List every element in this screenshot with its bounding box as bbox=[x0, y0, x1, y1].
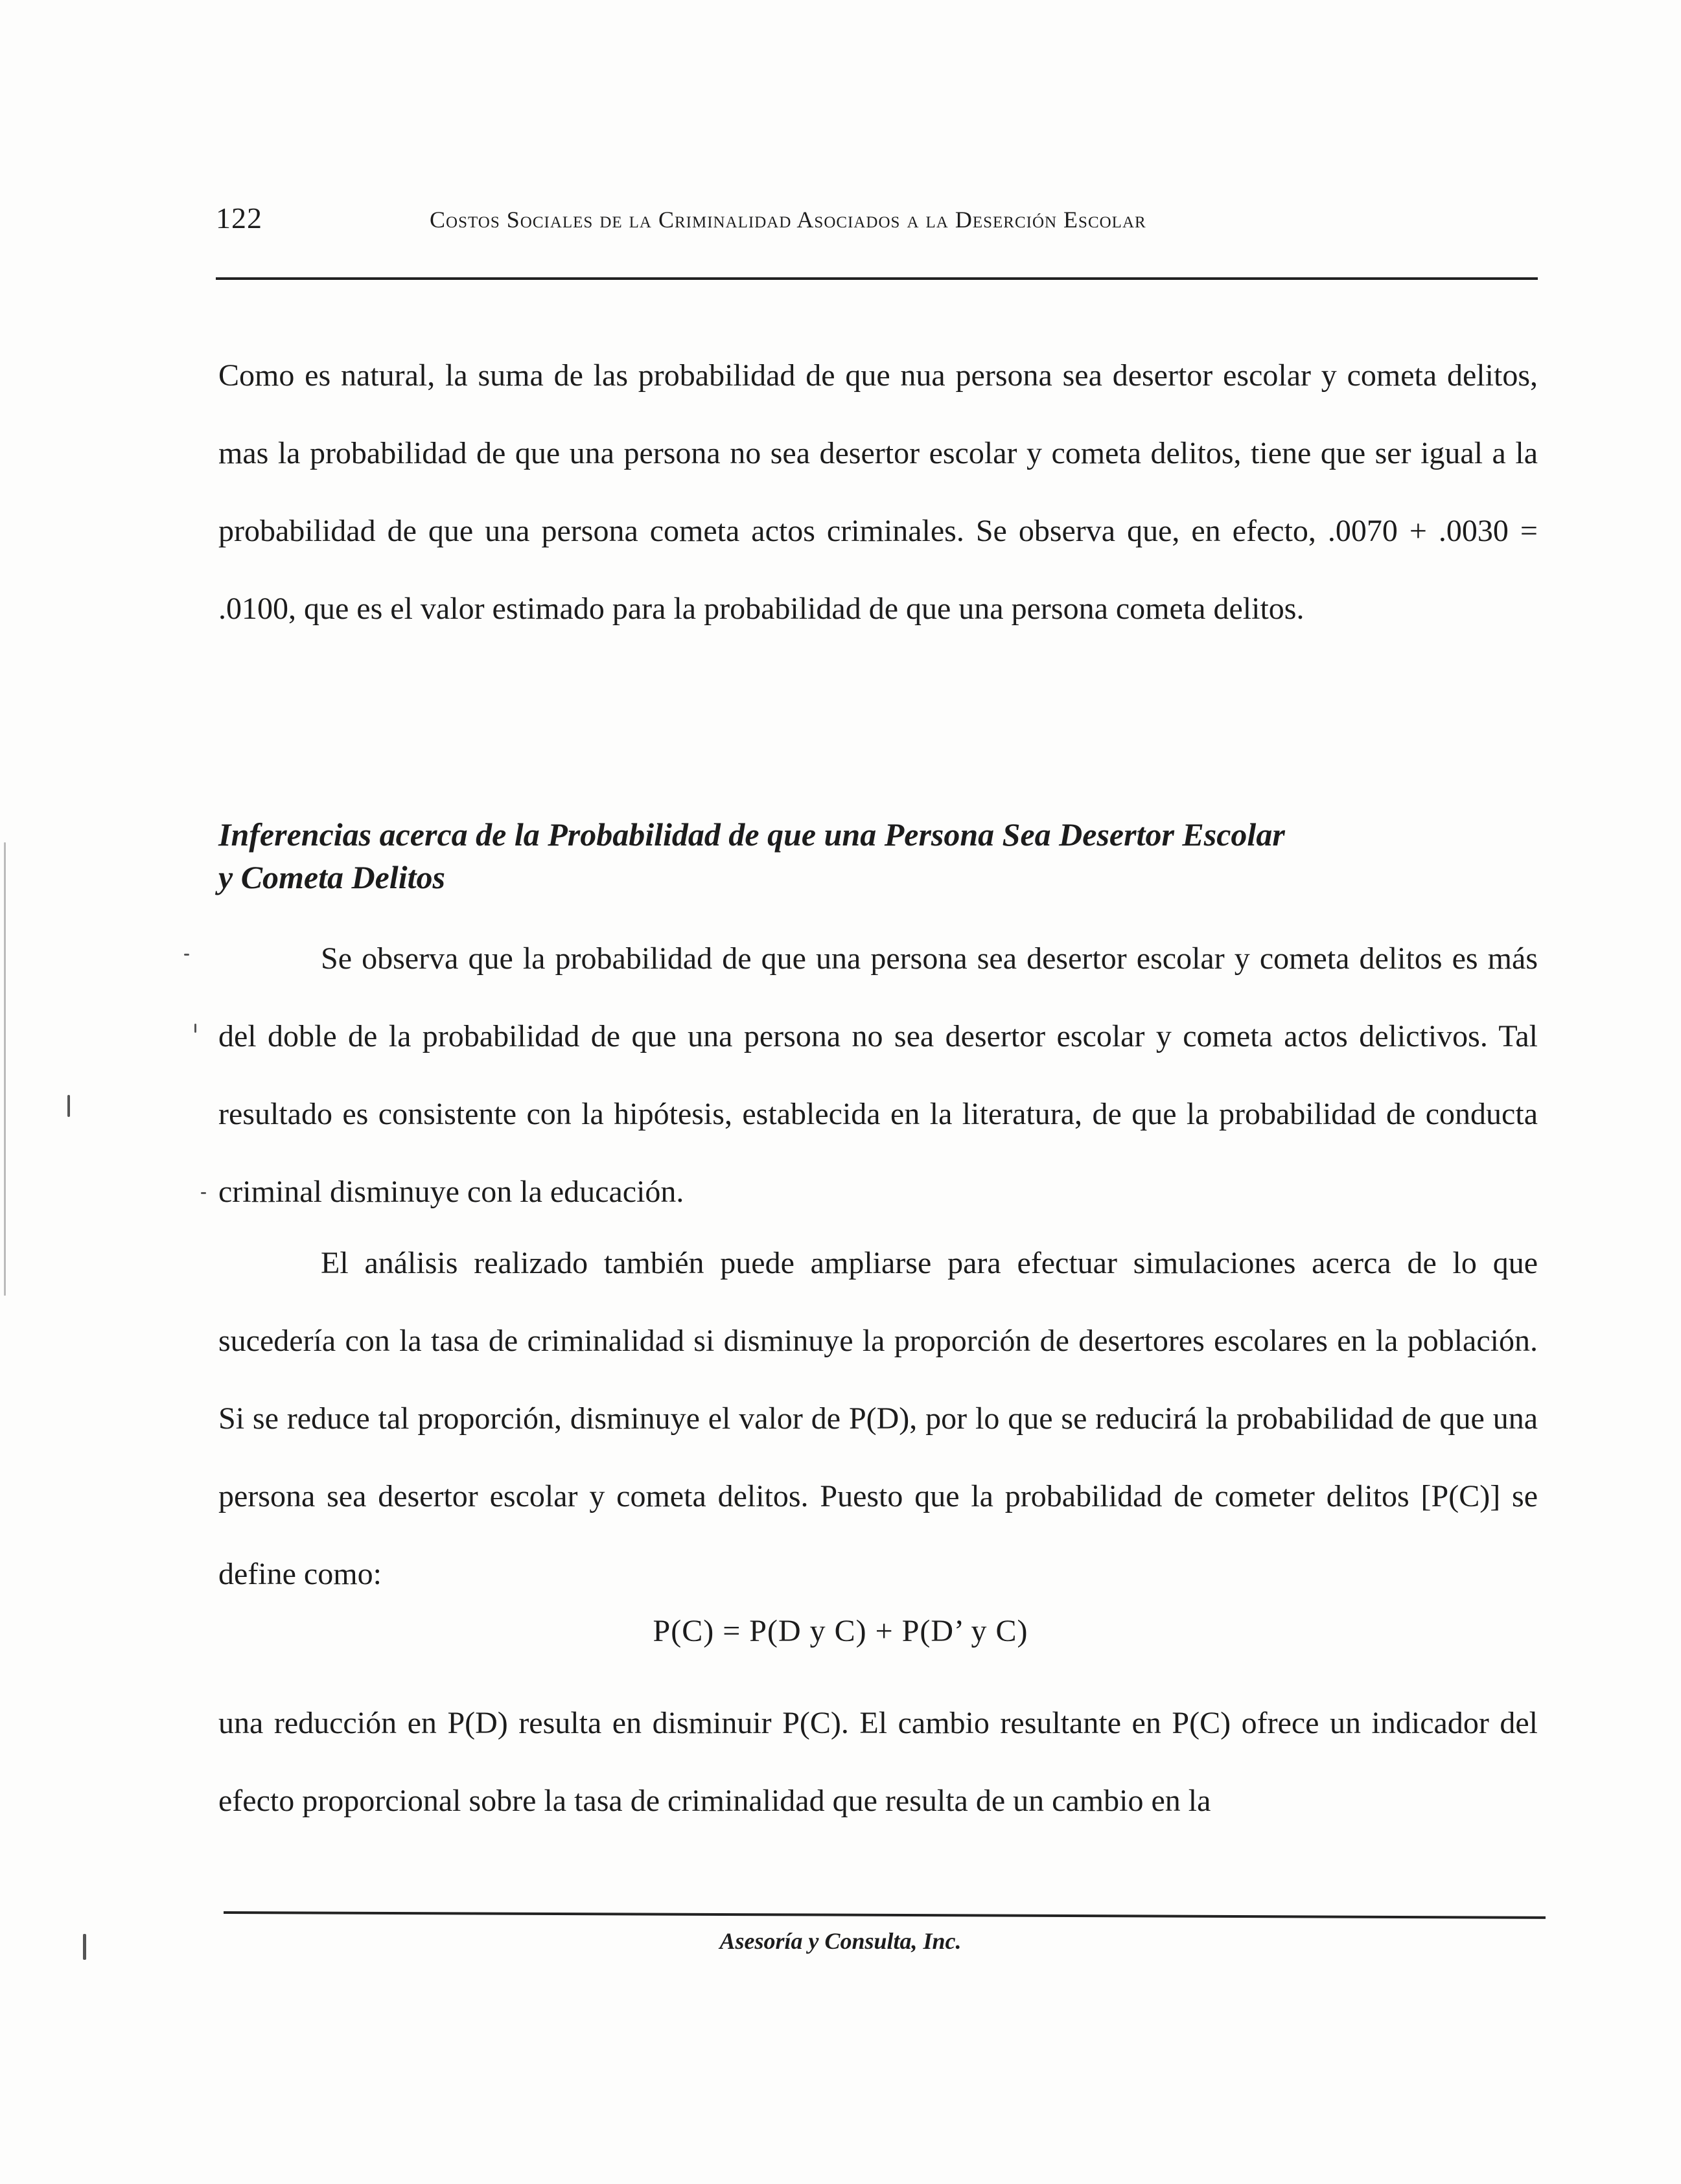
paragraph-reduction: una reducción en P(D) resulta en disminuir P(C). El cambio resultante en P(C) ofrece un indicador del efecto proporcional sobre la tasa de criminalidad que resulta de un cambio en la bbox=[218, 1706, 1538, 1818]
section-heading bbox=[218, 813, 1514, 899]
footer-rule bbox=[224, 1911, 1546, 1919]
page-header bbox=[216, 201, 1538, 253]
scan-mark bbox=[67, 1095, 70, 1117]
page-number: 122 bbox=[216, 201, 262, 235]
footer-publisher: Asesoría y Consulta, Inc. bbox=[719, 1928, 962, 1954]
scan-mark bbox=[194, 1024, 196, 1033]
scan-mark bbox=[83, 1934, 86, 1960]
paragraph-inference: Se observa que la probabilidad de que una persona sea desertor escolar y cometa delitos es más del doble de la probabilidad de que una persona no sea desertor escolar y cometa actos delictivos. Tal resultado es consistente con la hipótesis, establecida en la literatura, de que la probabilidad de conducta criminal disminuye con la educación. bbox=[218, 941, 1538, 1209]
header-rule bbox=[216, 277, 1538, 280]
scan-mark bbox=[201, 1192, 206, 1194]
running-title: Costos Sociales de la Criminalidad Asociados a la Deserción Escolar bbox=[430, 207, 1146, 233]
scan-mark bbox=[4, 842, 6, 1296]
paragraph-intro: Como es natural, la suma de las probabilidad de que nua persona sea desertor escolar y cometa delitos, mas la probabilidad de que una persona no sea desertor escolar y cometa delitos, tiene que ser igual a la probabilidad de que una persona cometa actos criminales. Se observa que, en efecto, .0070 + .0030 = .0100, que es el valor estimado para la probabilidad de que una persona cometa delitos. bbox=[218, 358, 1538, 626]
probability-formula: P(C) = P(D y C) + P(D’ y C) bbox=[653, 1614, 1028, 1648]
paragraph-simulation: El análisis realizado también puede ampliarse para efectuar simulaciones acerca de lo que sucedería con la tasa de criminalidad si disminuye la proporción de desertores escolares en la población. Si se reduce tal proporción, disminuye el valor de P(D), por lo que se reducirá la probabilidad de que una persona sea desertor escolar y cometa delitos. Puesto que la probabilidad de cometer delitos [P(C)] se define como: bbox=[218, 1246, 1538, 1591]
scan-mark bbox=[184, 954, 189, 956]
section-heading-line-2: y Cometa Delitos bbox=[218, 859, 445, 895]
section-heading-line-1: Inferencias acerca de la Probabilidad de que una Persona Sea Desertor Escolar bbox=[218, 816, 1285, 853]
